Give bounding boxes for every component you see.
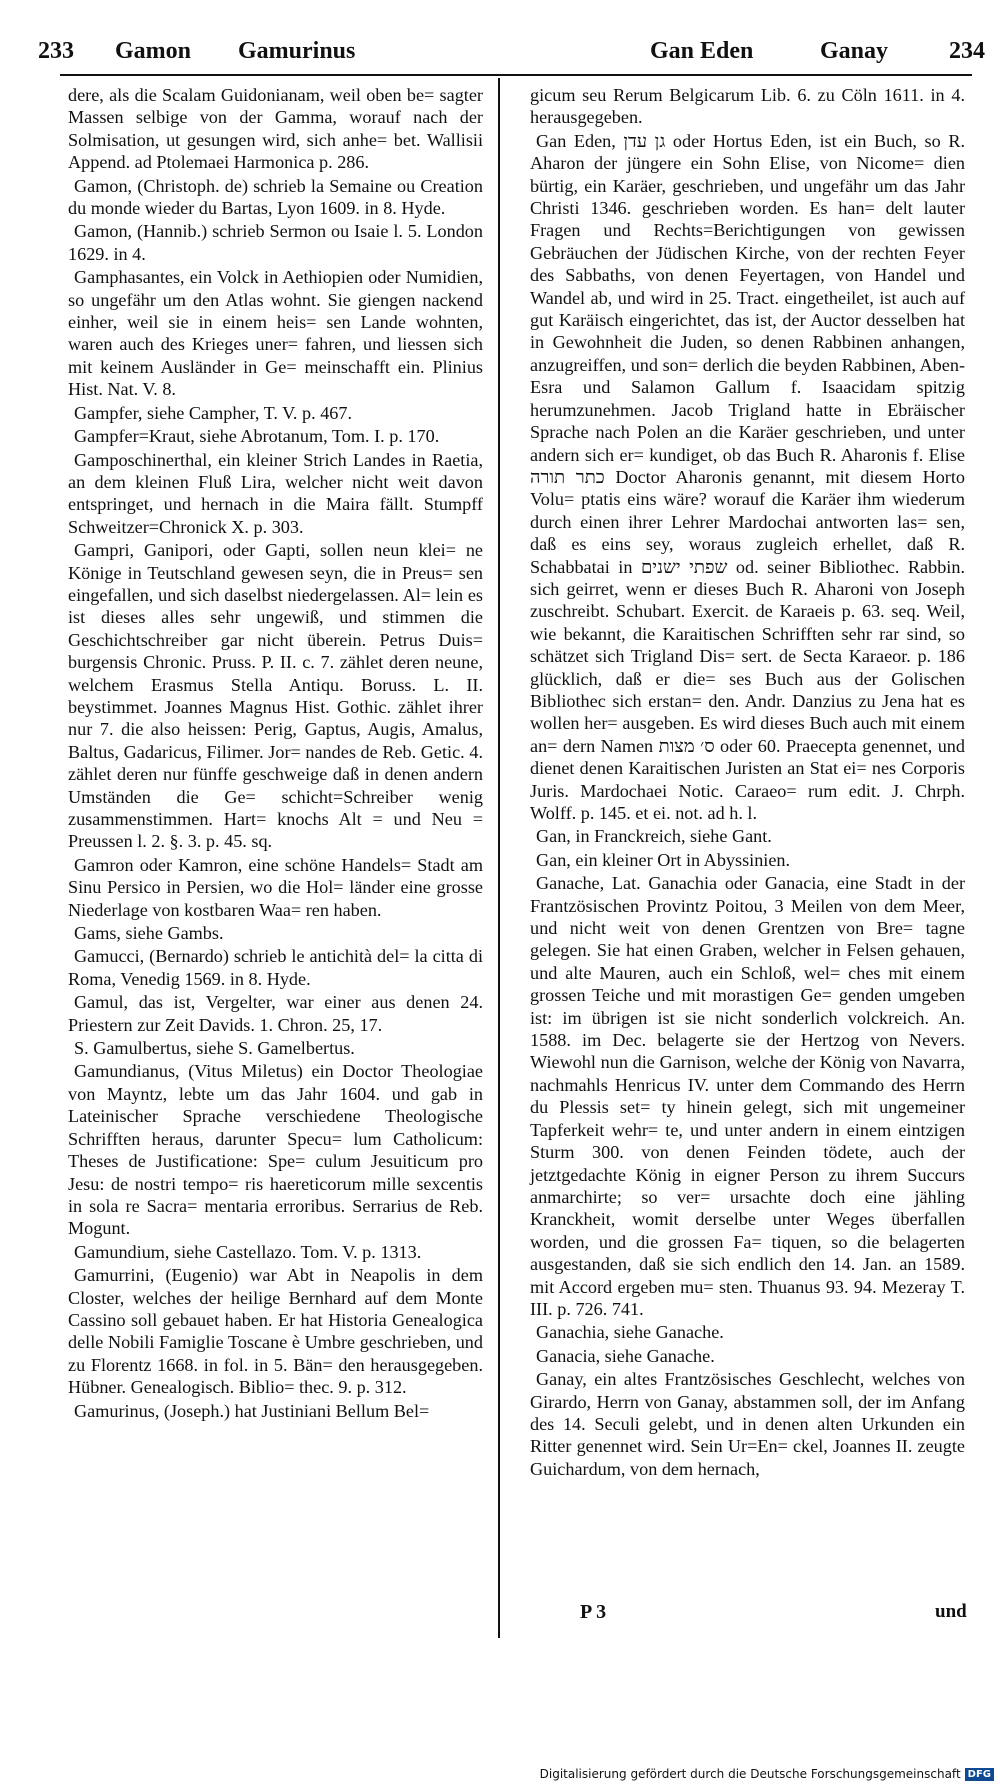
entry: Gamucci, (Bernardo) schrieb le antichità del= la citta di Roma, Venedig 1569. in 8. Hyde.	[68, 946, 483, 989]
catchword: und	[935, 1601, 967, 1622]
digitization-footer	[540, 1767, 994, 1781]
right-catchword-start: Gan Eden	[650, 38, 754, 64]
entry: Gampfer=Kraut, siehe Abrotanum, Tom. I. p. 170.	[74, 426, 440, 447]
entry: Gamron oder Kamron, eine schöne Handels= Stadt am Sinu Persico in Persien, wo die Hol= länder eine grosse Niederlage von kostbaren Waa= ren haben.	[68, 854, 483, 920]
entry: Gan, in Franckreich, siehe Gant.	[536, 826, 772, 847]
entry: Gampri, Ganipori, oder Gapti, sollen neun klei= ne Könige in Teutschland gewesen seyn, die in Preus= sen eingefallen, und sich daselbst niedergelassen. Al= lein es ist dieses alles sehr ungewiß, und stimmen die Geschichtschreiber gar nicht überein. Petrus Duis= burgensis Chronic. Pruss. P. II. c. 7. zählet deren neune, welchem Erasmus Stella Antiqu. Boruss. L. II. beystimmet. Joannes Magnus Hist. Gothic. zählet ihrer nur 7. die also heissen: Perig, Gaptus, Augis, Amalus, Baltus, Gadaricus, Filimer. Jor= nandes de Reb. Getic. 4. zählet deren nur fünffe geschweige daß in denen andern Umständen die Ge= schicht=Schreiber wenig zusammenstimmen. Hart= knochs Alt = und Neu = Preussen l. 2. §. 3. p. 45. sq.	[68, 540, 483, 852]
entry: Ganacia, siehe Ganache.	[536, 1345, 715, 1366]
signature-mark: P 3	[580, 1601, 607, 1623]
entry: Gamphasantes, ein Volck in Aethiopien oder Numidien, so ungefähr um den Atlas wohnt. Sie giengen nackend einher, weil sie in einem heis= sen Lande wohnten, waren auch des Krieges uner= fahren, und liessen sich mit keinem Ausländer in Ge= meinschafft ein. Plinius Hist. Nat. V. 8.	[68, 267, 483, 400]
entry: Gams, siehe Gambs.	[74, 923, 224, 944]
entry: Gamposchinerthal, ein kleiner Strich Landes in Raetia, an dem kleinen Fluß Lira, welcher nicht weit davon entspringet, und hernach in die Maira fällt. Stumpff Schweitzer=Chronick X. p. 303.	[68, 449, 483, 537]
entry: Gamul, das ist, Vergelter, war einer aus denen 24. Priestern zur Zeit Davids. 1. Chron. 25, 17.	[68, 992, 483, 1035]
right-catchword-end: Ganay	[820, 38, 889, 64]
entry: Ganay, ein altes Frantzösisches Geschlecht, welches von Girardo, Herrn von Ganay, abstammen soll, der im Anfang des 14. Seculi gelebt, und in denen alten Urkunden ein Ritter genennet wird. Sein Ur=En= ckel, Joannes II. zeugte Guichardum, von dem hernach,	[530, 1369, 965, 1479]
entry: Gamundium, siehe Castellazo. Tom. V. p. 1313.	[74, 1241, 422, 1262]
dfg-logo: DFG	[965, 1768, 994, 1781]
entry: Gamurrini, (Eugenio) war Abt in Neapolis in dem Closter, welches der heilige Bernhard auf dem Monte Cassino soll gebauet haben. Er hat Historia Genealogica delle Nobili Famiglie Toscane è Umbre geschrieben, und zu Florentz 1668. in fol. in 5. Bän= den herausgegeben. Hübner. Genealogisch. Biblio= thec. 9. p. 312.	[68, 1265, 483, 1398]
entry: Gamon, (Christoph. de) schrieb la Semaine ou Creation du monde wieder du Bartas, Lyon 1609. in 8. Hyde.	[68, 175, 483, 219]
entry: Gan, ein kleiner Ort in Abyssinien.	[536, 849, 791, 870]
entry: Gamurinus, (Joseph.) hat Justiniani Bellum Bel=	[74, 1400, 430, 1421]
entry: Gan Eden, גן עדן oder Hortus Eden, ist ein Buch, so R. Aharon der jüngere ein Sohn Elise, von Nicome= dien bürtig, ein Karäer, geschrieben, und ungefähr um das Jahr Christi 1346. geschrieben worden. Es han= delt lauter Fragen und Rechts=Berichtigungen von gewissen Gebräuchen der Jüdischen Kirche, von der rechten Feyer des Sabbaths, von denen Feyertagen, von Handel und Wandel ab, und wird in 25. Tract. eingetheilet, ist auch auf gut Karäisch eingerichtet, das ist, der Auctor desselben hat in Gewohnheit die Juden, so denen Rabbinen anhangen, anzugreiffen, und son= derlich die beyden Rabbinen, Aben-Esra und Salamon Gallum f. Isaacidam spitzig herumzunehmen. Jacob Trigland hatte in Ebräischer Sprache nach Polen an die Karäer geschrieben, und unter andern sich er= kundiget, ob das Buch R. Aharonis f. Elise כתר תורה Doctor Aharonis genannt, mit diesem Horto Volu= ptatis eins wäre? worauf die Karäer ihm wiederum durch einen ihrer Lehrer Mardochai antworten las= sen, daß es eins sey, woraus zugleich erhellet, daß R. Schabbatai in שפתי ישנים od. seiner Bibliothec. Rabbin. sich geirret, wenn er dieses Buch R. Aharoni von Joseph zuschreibt. Schubart. Exercit. de Karaeis p. 63. seq. Weil, wie bekannt, die Karaitischen Schrifften sehr rar sind, so schätzet sich Trigland Dis= sert. de Secta Karaeor. p. 186 glücklich, daß er die= ses Buch aus der Golischen Bibliothec sich erstan= den. Andr. Danzius zu Jena hat es wollen her= ausgeben. Es wird dieses Buch auch mit einem an= dern Namen ס׳ מצות oder 60. Praecepta genennet, und dienet denen Karaitischen Juristen an Stat ei= nes Corporis Juris. Mardochaei Notic. Caraeo= rum edit. J. Chrph. Wolff. p. 145. et ei. not. ad h. l.	[530, 130, 966, 823]
page-number-left: 233	[38, 38, 74, 64]
left-catchword-start: Gamon	[115, 38, 192, 64]
page-number-right: 234	[949, 38, 985, 64]
running-header	[30, 38, 985, 72]
column-divider	[498, 78, 500, 1638]
footer-text: Digitalisierung gefördert durch die Deutsche Forschungsgemeinschaft	[539, 1767, 961, 1781]
entry: Ganachia, siehe Ganache.	[536, 1322, 724, 1343]
entry: Gamon, (Hannib.) schrieb Sermon ou Isaie l. 5. London 1629. in 4.	[68, 221, 483, 264]
entry: Gampfer, siehe Campher, T. V. p. 467.	[74, 402, 353, 423]
entry: S. Gamulbertus, siehe S. Gamelbertus.	[74, 1038, 355, 1059]
right-column	[530, 84, 965, 1481]
entry: dere, als die Scalam Guidonianam, weil oben be= sagter Massen selbige von der Gamma, worauf nach der Solmisation, ut gesungen wird, sich anhe= bet. Wallisii Append. ad Ptolemaei Harmonica p. 286.	[68, 85, 483, 173]
entry: Gamundianus, (Vitus Miletus) ein Doctor Theologiae von Mayntz, lebte um das Jahr 1604. und gab in Lateinischer Sprache verschiedene Theologische Schrifften heraus, darunter Specu= lum Catholicum: Theses de Justificatione: Spe= culum Jesuiticum pro Jesu: de nostri tempo= ris haereticorum mille sexcentis in sola re Sacra= mentaria erroribus. Serrarius de Reb. Mogunt.	[68, 1061, 483, 1239]
entry: Ganache, Lat. Ganachia oder Ganacia, eine Stadt in der Frantzösischen Provintz Poitou, 3 Meilen von dem Meer, und nicht weit von denen Grentzen von Bre= tagne gelegen. Sie hat einen Graben, welcher in Felsen gehauen, und alte Mauren, auch ein Schloß, wel= ches mit einem grossen Teiche und mit morastigen Ge= genden umgeben ist: im übrigen ist sie nicht sonderlich volckreich. An. 1588. im Dec. belagerte sie der Hertzog von Nevers. Wiewohl nun die Garnison, welche der König von Navarra, nachmahls Henricus IV. unter dem Commando des Herrn du Plessis set= ty hinein gelegt, sich mit ungemeiner Tapferkeit wehr= te, und unter andern in einem eintzigen Sturm 300. von denen Feinden tödete, auch der jetztgedachte König in eigner Person zu ihrem Succurs anmarchirte; so ver= ursachte doch eine jähling Kranckheit, womit derselbe unter Weges überfallen worden, und die grossen Fa= tiquen, so die belagerten ausgestanden, daß sie sich endlich den 14. Jan. an 1589. mit Accord ergeben mu= sten. Thuanus 93. 94. Mezeray T. III. p. 726. 741.	[530, 873, 965, 1319]
entry: gicum seu Rerum Belgicarum Lib. 6. zu Cöln 1611. in 4. herausgegeben.	[530, 85, 965, 128]
left-column	[68, 84, 483, 1423]
header-rule	[60, 74, 972, 76]
left-catchword-end: Gamurinus	[238, 38, 356, 64]
